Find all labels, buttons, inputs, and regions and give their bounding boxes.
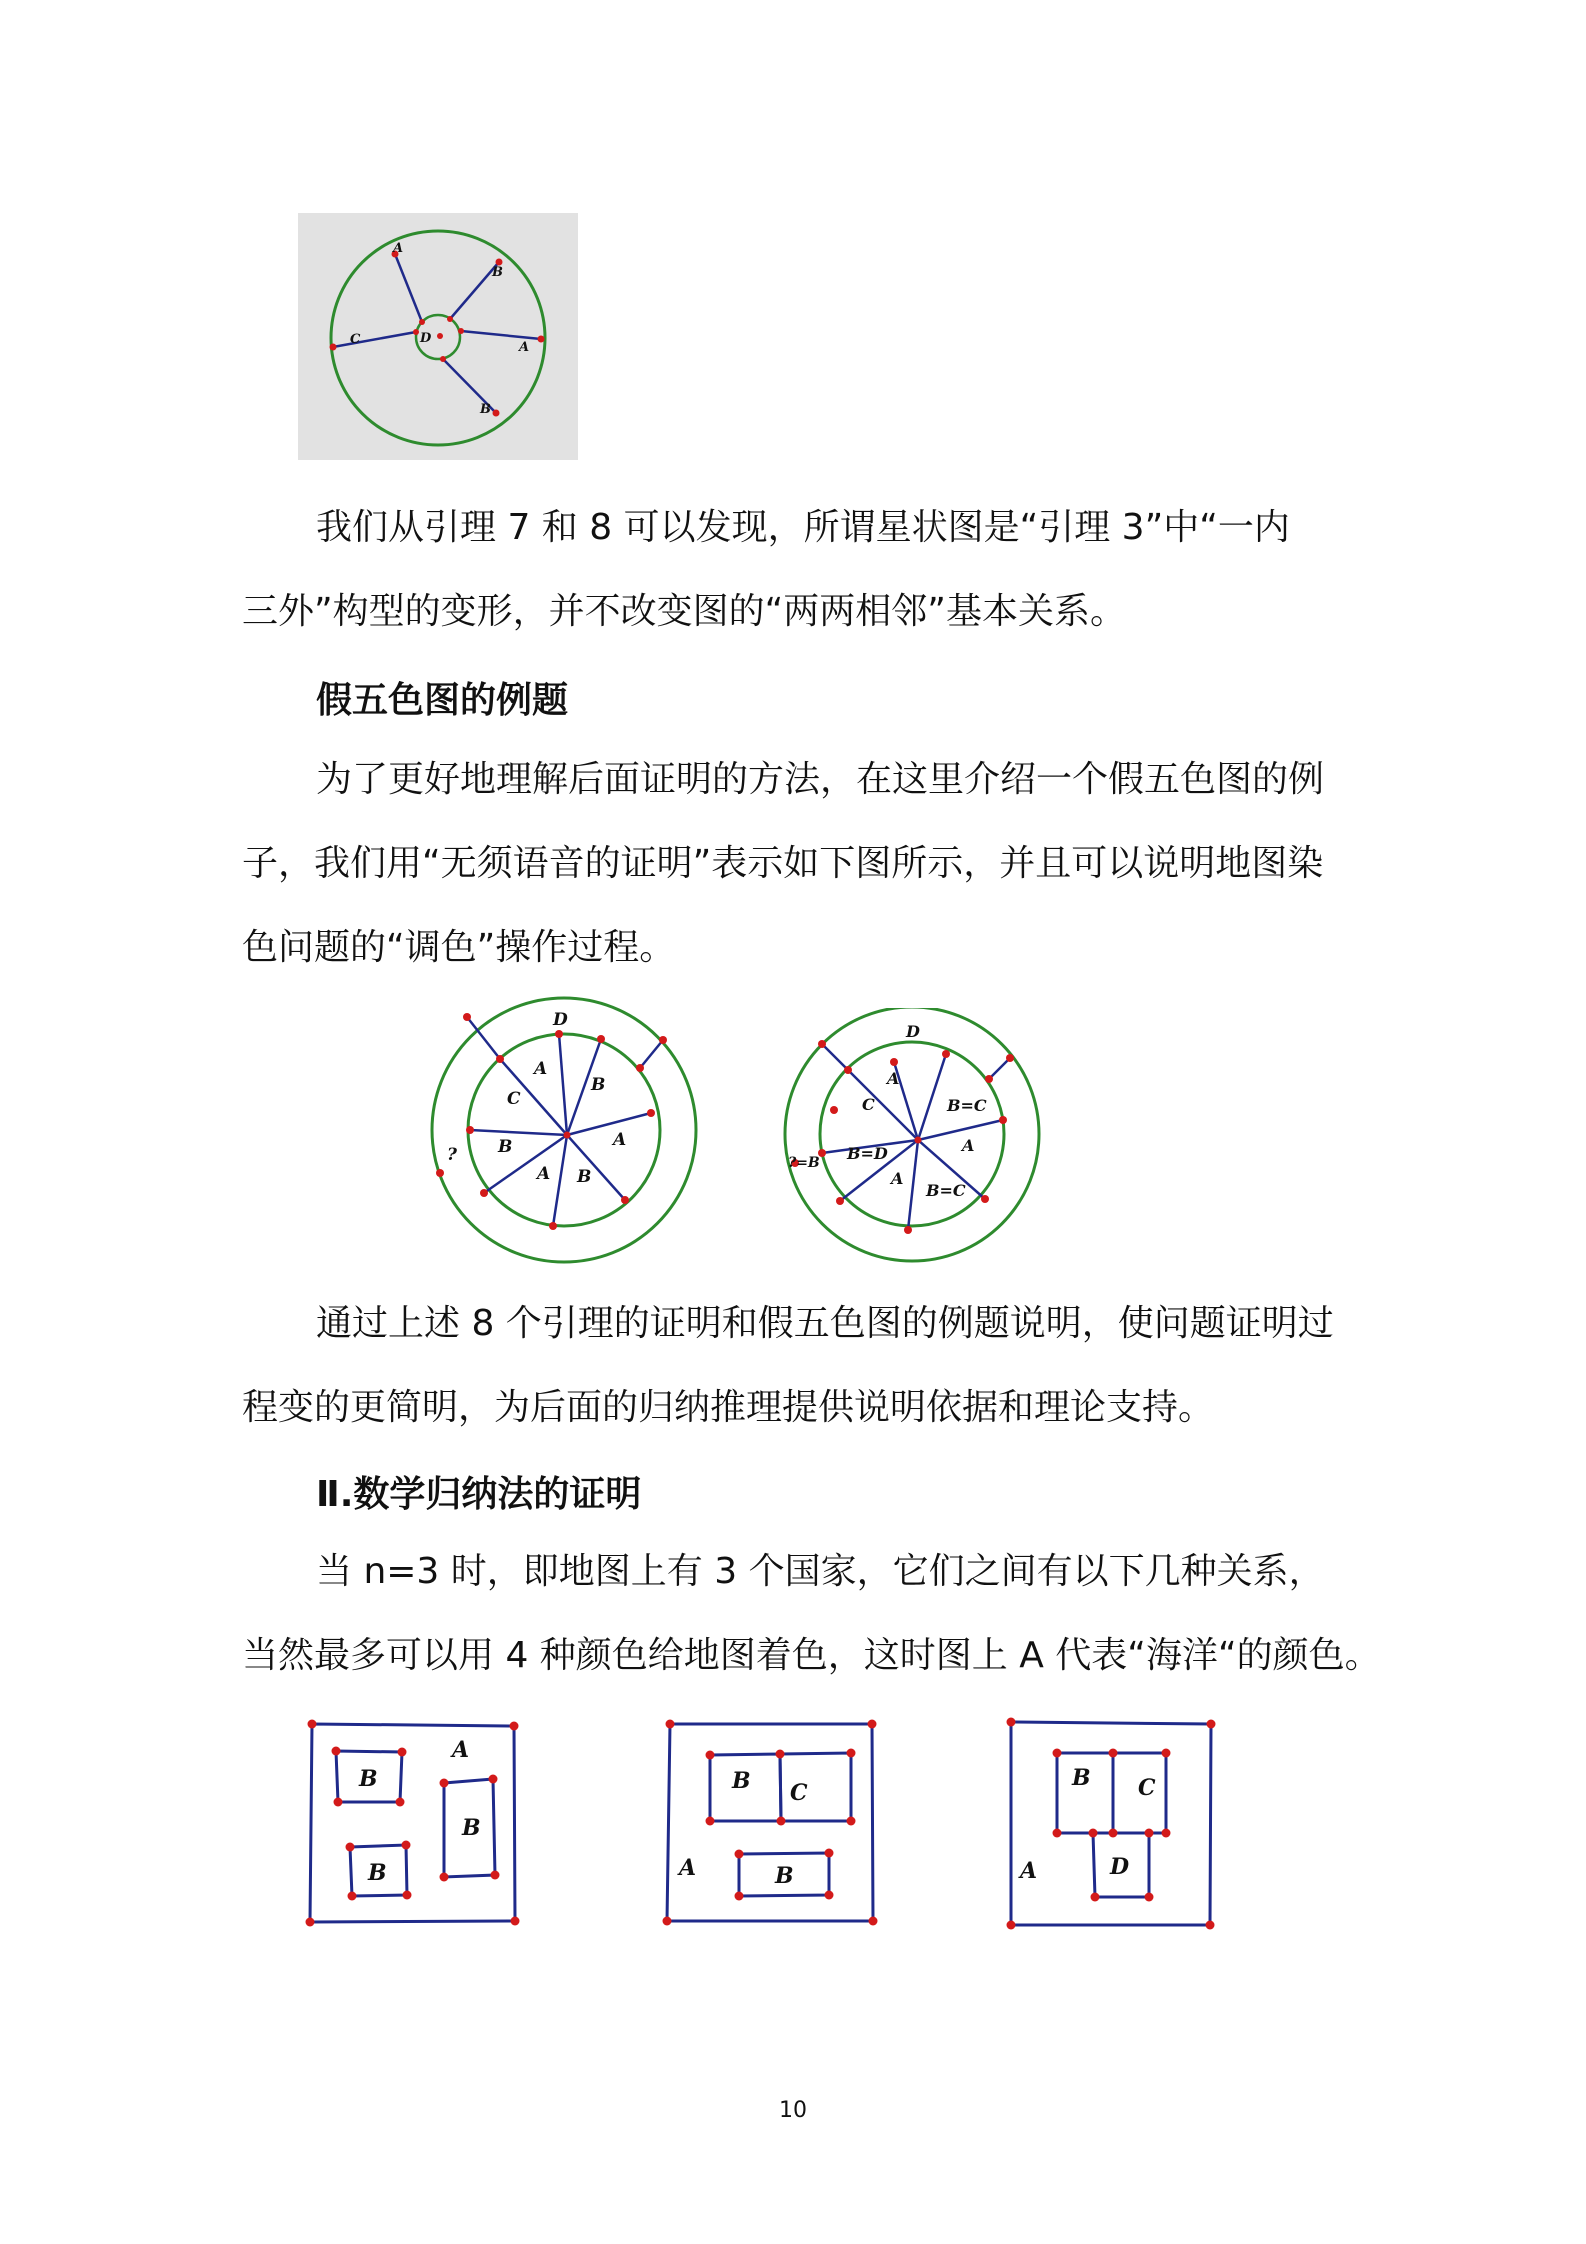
box2-label: B	[775, 1863, 794, 1889]
wheel1-label: B	[498, 1137, 513, 1157]
wheel-figure-2	[782, 1008, 1052, 1278]
paragraph-line: 色问题的“调色”操作过程。	[242, 927, 676, 968]
wheel2-label: ?=B	[788, 1155, 820, 1171]
star-label: A	[393, 241, 404, 256]
paragraph-line: 通过上述 8 个引理的证明和假五色图的例题说明，使问题证明过	[316, 1303, 1334, 1344]
wheel1-label: B	[577, 1167, 592, 1187]
box-figure-1	[305, 1715, 525, 1935]
wheel1-label: A	[537, 1164, 551, 1184]
box3-label: A	[1020, 1858, 1038, 1884]
box2-label: A	[679, 1855, 697, 1881]
paragraph-line: 当 n=3 时，即地图上有 3 个国家，它们之间有以下几种关系，	[316, 1551, 1325, 1592]
wheel-figure-1	[430, 995, 710, 1275]
section-heading: Ⅱ.数学归纳法的证明	[316, 1474, 642, 1515]
section-heading: 假五色图的例题	[316, 680, 569, 721]
page-number: 10	[779, 2098, 807, 2123]
star-label: C	[350, 332, 361, 347]
wheel2-label: B=C	[947, 1096, 987, 1115]
wheel2-label: C	[862, 1095, 875, 1114]
box2-label: B	[732, 1768, 751, 1794]
paragraph-line: 程变的更简明，为后面的归纳推理提供说明依据和理论支持。	[242, 1387, 1215, 1428]
wheel1-label: A	[534, 1059, 548, 1079]
star-label: D	[420, 331, 432, 346]
box-figure-3	[1005, 1715, 1225, 1935]
wheel2-label: A	[887, 1069, 900, 1088]
star-label: B	[492, 265, 503, 280]
box1-label: A	[452, 1737, 470, 1763]
box1-label: B	[368, 1860, 387, 1886]
wheel2-label: A	[962, 1136, 975, 1155]
wheel2-label: D	[906, 1022, 920, 1041]
wheel1-label: D	[553, 1010, 568, 1030]
wheel1-label: ?	[447, 1145, 457, 1165]
box1-label: B	[359, 1766, 378, 1792]
paragraph-summary	[242, 1282, 1358, 1450]
box3-label: B	[1072, 1765, 1091, 1791]
paragraph-example-intro	[242, 738, 1358, 990]
wheel1-label: B	[591, 1075, 606, 1095]
paragraph-line: 当然最多可以用 4 种颜色给地图着色，这时图上 A 代表“海洋“的颜色。	[242, 1635, 1381, 1676]
paragraph-line: 三外”构型的变形，并不改变图的“两两相邻”基本关系。	[242, 591, 1126, 632]
wheel2-label: A	[891, 1169, 904, 1188]
star-label: B	[480, 402, 491, 417]
star-figure	[298, 213, 578, 460]
box1-label: B	[462, 1815, 481, 1841]
star-label: A	[519, 340, 530, 355]
wheel1-label: C	[507, 1089, 521, 1109]
wheel1-label: A	[613, 1130, 627, 1150]
box2-label: C	[790, 1780, 808, 1806]
paragraph-star-note	[242, 486, 1358, 654]
wheel2-label: B=C	[926, 1181, 966, 1200]
wheel2-label: B=D	[847, 1144, 888, 1163]
box3-label: D	[1110, 1854, 1130, 1880]
paragraph-induction-base	[242, 1530, 1381, 1698]
paragraph-line: 为了更好地理解后面证明的方法，在这里介绍一个假五色图的例	[316, 759, 1325, 800]
paragraph-line: 我们从引理 7 和 8 可以发现，所谓星状图是“引理 3”中“一内	[316, 507, 1290, 548]
box-figure-2	[660, 1715, 880, 1935]
paragraph-line: 子，我们用“无须语音的证明”表示如下图所示，并且可以说明地图染	[242, 843, 1324, 884]
box3-label: C	[1138, 1775, 1156, 1801]
